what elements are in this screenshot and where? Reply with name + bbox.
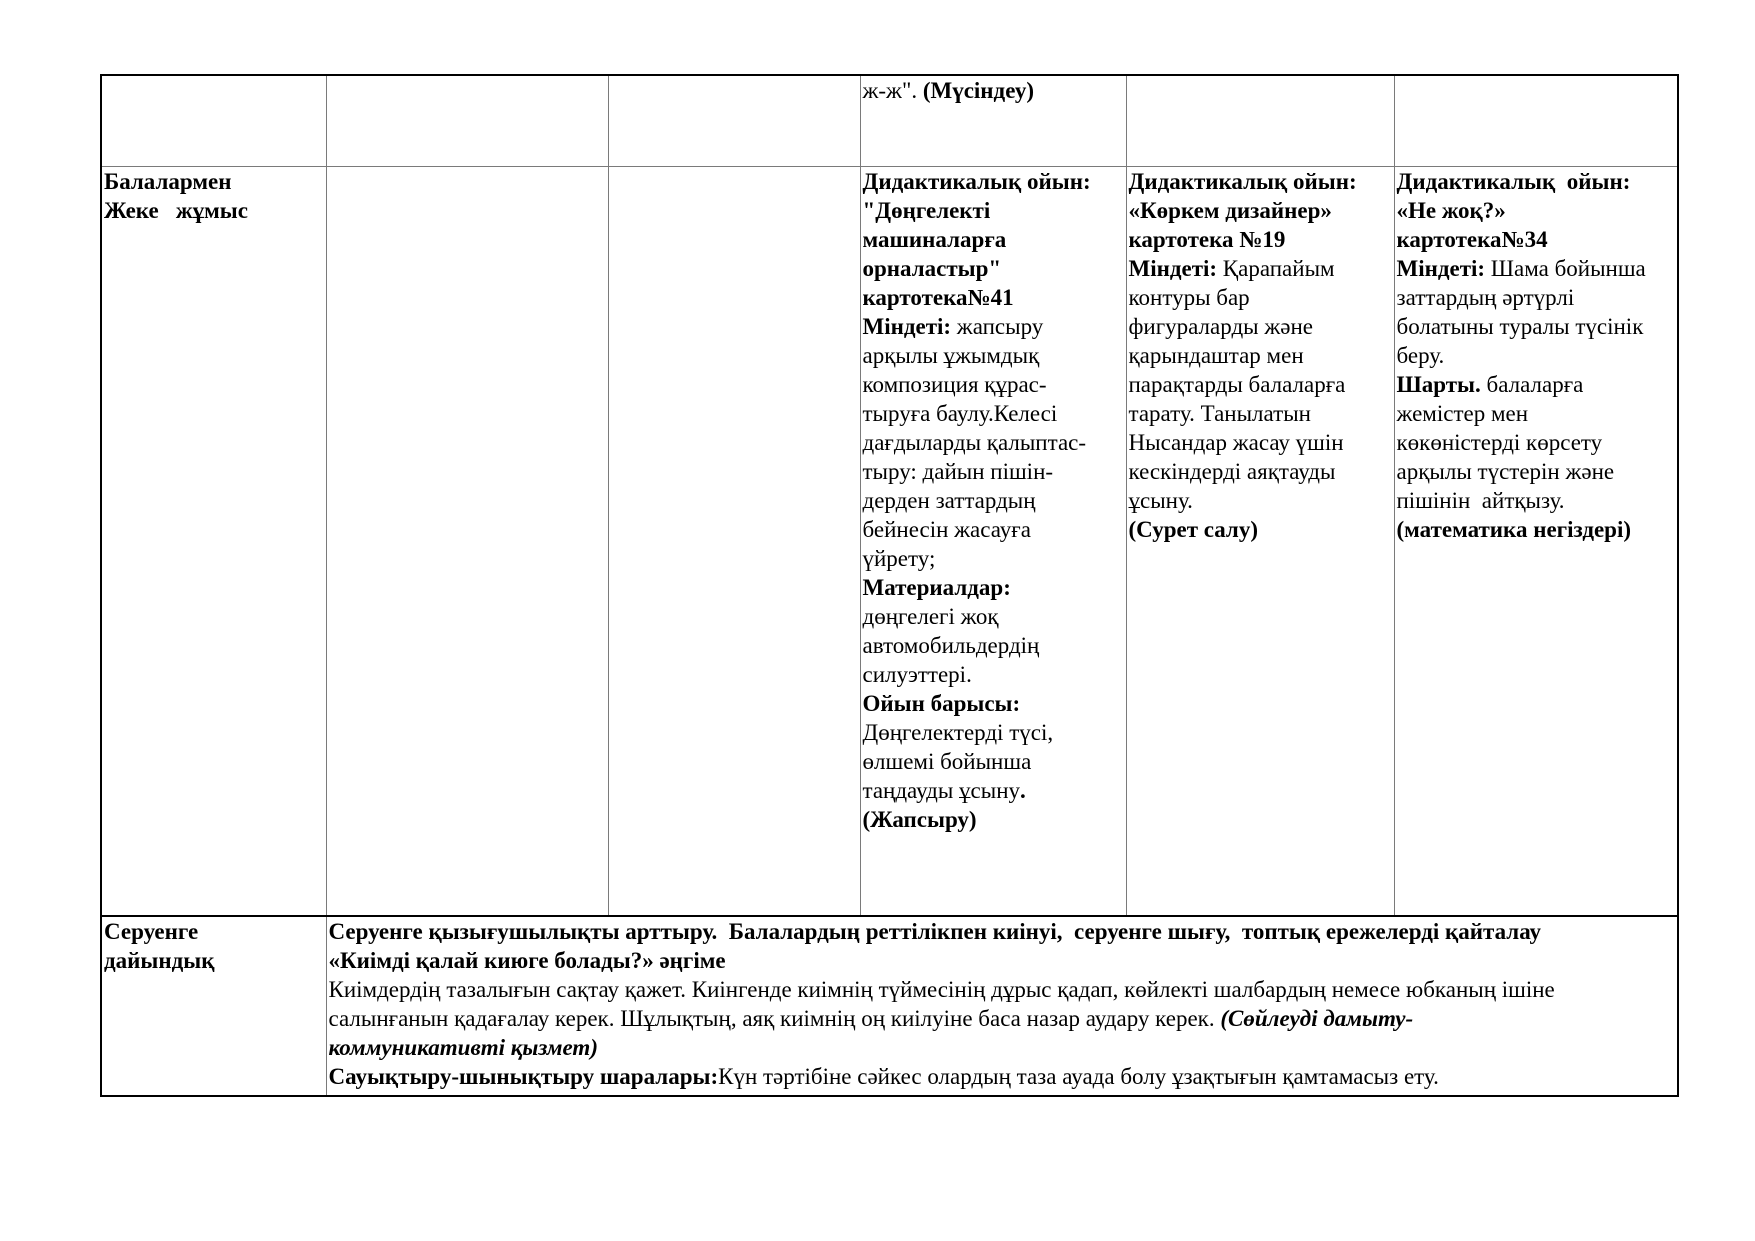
task-line: заттардың әртүрлі bbox=[1396, 285, 1575, 310]
health-text: Күн тәртібіне сәйкес олардың таза ауада болу ұзақтығын қамтамасыз ету. bbox=[718, 1064, 1439, 1089]
condition-label: Шарты. bbox=[1396, 372, 1481, 397]
process-line: таңдауды ұсыну bbox=[862, 778, 1021, 803]
task-line: арқылы ұжымдық bbox=[862, 343, 1040, 368]
task-line: беру. bbox=[1396, 343, 1445, 368]
condition-line: арқылы түстерін және bbox=[1396, 459, 1615, 484]
task-line: болатыны туралы түсінік bbox=[1396, 314, 1644, 339]
task-line: контуры бар bbox=[1128, 285, 1250, 310]
lesson-plan-table bbox=[100, 74, 1679, 1097]
row-label-line: Серуенге bbox=[104, 919, 199, 944]
game-cell-designer bbox=[1126, 167, 1394, 917]
game-heading-line: картотека№41 bbox=[862, 285, 1014, 310]
game-heading-line: машиналарға bbox=[862, 227, 1007, 252]
task-line: композиция құрас- bbox=[862, 372, 1047, 397]
game-cell-wheels bbox=[860, 167, 1126, 917]
task-line: дерден заттардың bbox=[862, 488, 1036, 513]
condition-text: балаларға bbox=[1480, 372, 1584, 397]
task-label: Міндеті: bbox=[1128, 256, 1218, 281]
task-line: парақтарды балаларға bbox=[1128, 372, 1346, 397]
body-line: салынғанын қадағалау керек. Шұлықтың, аяқ киімнің оң киілуіне баса назар аудару керек. bbox=[328, 1006, 1221, 1031]
process-line: өлшемі бойынша bbox=[862, 749, 1032, 774]
condition-line: жемістер мен bbox=[1396, 401, 1529, 426]
task-line: тыру: дайын пішін- bbox=[862, 459, 1054, 484]
game-heading-line: Дидактикалық ойын: bbox=[862, 169, 1091, 194]
process-label: Ойын барысы: bbox=[862, 691, 1021, 716]
table-cell bbox=[608, 167, 860, 917]
table-cell bbox=[1126, 75, 1394, 167]
activity-tag: (Сурет салу) bbox=[1128, 517, 1258, 542]
task-text: жапсыру bbox=[951, 314, 1044, 339]
walk-preparation-cell bbox=[326, 916, 1678, 1096]
game-heading-line: орналастыр" bbox=[862, 256, 1002, 281]
row-label-line: Жеке жұмыс bbox=[104, 198, 248, 223]
materials-label: Материалдар: bbox=[862, 575, 1011, 600]
task-label: Міндеті: bbox=[1396, 256, 1486, 281]
table-cell bbox=[860, 75, 1126, 167]
row-label-line: Балалармен bbox=[104, 169, 232, 194]
table-cell bbox=[326, 75, 608, 167]
activity-tag: (Жапсыру) bbox=[862, 807, 977, 832]
activity-tag: (Мүсіндеу) bbox=[922, 78, 1034, 103]
condition-line: көкөністерді көрсету bbox=[1396, 430, 1603, 455]
talk-title: «Киімді қалай киюге болады?» әңгіме bbox=[328, 948, 726, 973]
row-label-line: дайындық bbox=[104, 948, 215, 973]
table-row bbox=[101, 916, 1678, 1096]
materials-line: силуэттері. bbox=[862, 662, 972, 687]
process-end: . bbox=[1020, 778, 1026, 803]
row-label-individual-work bbox=[101, 167, 326, 917]
task-line: бейнесін жасауға bbox=[862, 517, 1031, 542]
game-cell-whats-missing bbox=[1394, 167, 1678, 917]
task-label: Міндеті: bbox=[862, 314, 952, 339]
table-row bbox=[101, 75, 1678, 167]
task-line: кескіндерді аяқтауды bbox=[1128, 459, 1336, 484]
game-heading-line: Дидактикалық ойын: bbox=[1128, 169, 1357, 194]
task-text: Қарапайым bbox=[1217, 256, 1335, 281]
condition-line: пішінін айтқызу. bbox=[1396, 488, 1565, 513]
task-line: тарату. Танылатын bbox=[1128, 401, 1311, 426]
body-line: Киімдердің тазалығын сақтау қажет. Киінгенде киімнің түймесінің дұрыс қадап, көйлекті шалбардың немесе юбканың ішіне bbox=[328, 977, 1555, 1002]
game-heading-line: картотека №19 bbox=[1128, 227, 1286, 252]
materials-line: дөңгелегі жоқ bbox=[862, 604, 999, 629]
game-heading-line: "Дөңгелекті bbox=[862, 198, 991, 223]
walk-heading: Серуенге қызығушылықты арттыру. Балалардың реттілікпен киінуі, серуенге шығу, топтық ережелерді қайталау bbox=[328, 919, 1542, 944]
table-cell bbox=[101, 75, 326, 167]
task-line: қарындаштар мен bbox=[1128, 343, 1304, 368]
table-row bbox=[101, 167, 1678, 917]
process-line: Дөңгелектерді түсі, bbox=[862, 720, 1054, 745]
game-heading-line: картотека№34 bbox=[1396, 227, 1548, 252]
game-heading-line: «Не жоқ?» bbox=[1396, 198, 1506, 223]
task-line: ұсыну. bbox=[1128, 488, 1193, 513]
activity-tag: (математика негіздері) bbox=[1396, 517, 1632, 542]
health-label: Сауықтыру-шынықтыру шаралары: bbox=[328, 1064, 719, 1089]
activity-tag: коммуникативті қызмет) bbox=[328, 1035, 598, 1060]
row-label-walk-preparation bbox=[101, 916, 326, 1096]
task-text: Шама бойынша bbox=[1485, 256, 1646, 281]
task-line: дағдыларды қалыптас- bbox=[862, 430, 1087, 455]
task-line: фигураларды және bbox=[1128, 314, 1313, 339]
task-line: тыруға баулу.Келесі bbox=[862, 401, 1058, 426]
materials-line: автомобильдердің bbox=[862, 633, 1040, 658]
task-line: үйрету; bbox=[862, 546, 936, 571]
table-cell bbox=[1394, 75, 1678, 167]
task-line: Нысандар жасау үшін bbox=[1128, 430, 1344, 455]
activity-tag: (Сөйлеуді дамыту- bbox=[1220, 1006, 1414, 1031]
cell-text: ж-ж". bbox=[862, 78, 923, 103]
table-cell bbox=[608, 75, 860, 167]
table-cell bbox=[326, 167, 608, 917]
game-heading-line: «Көркем дизайнер» bbox=[1128, 198, 1332, 223]
game-heading-line: Дидактикалық ойын: bbox=[1396, 169, 1631, 194]
